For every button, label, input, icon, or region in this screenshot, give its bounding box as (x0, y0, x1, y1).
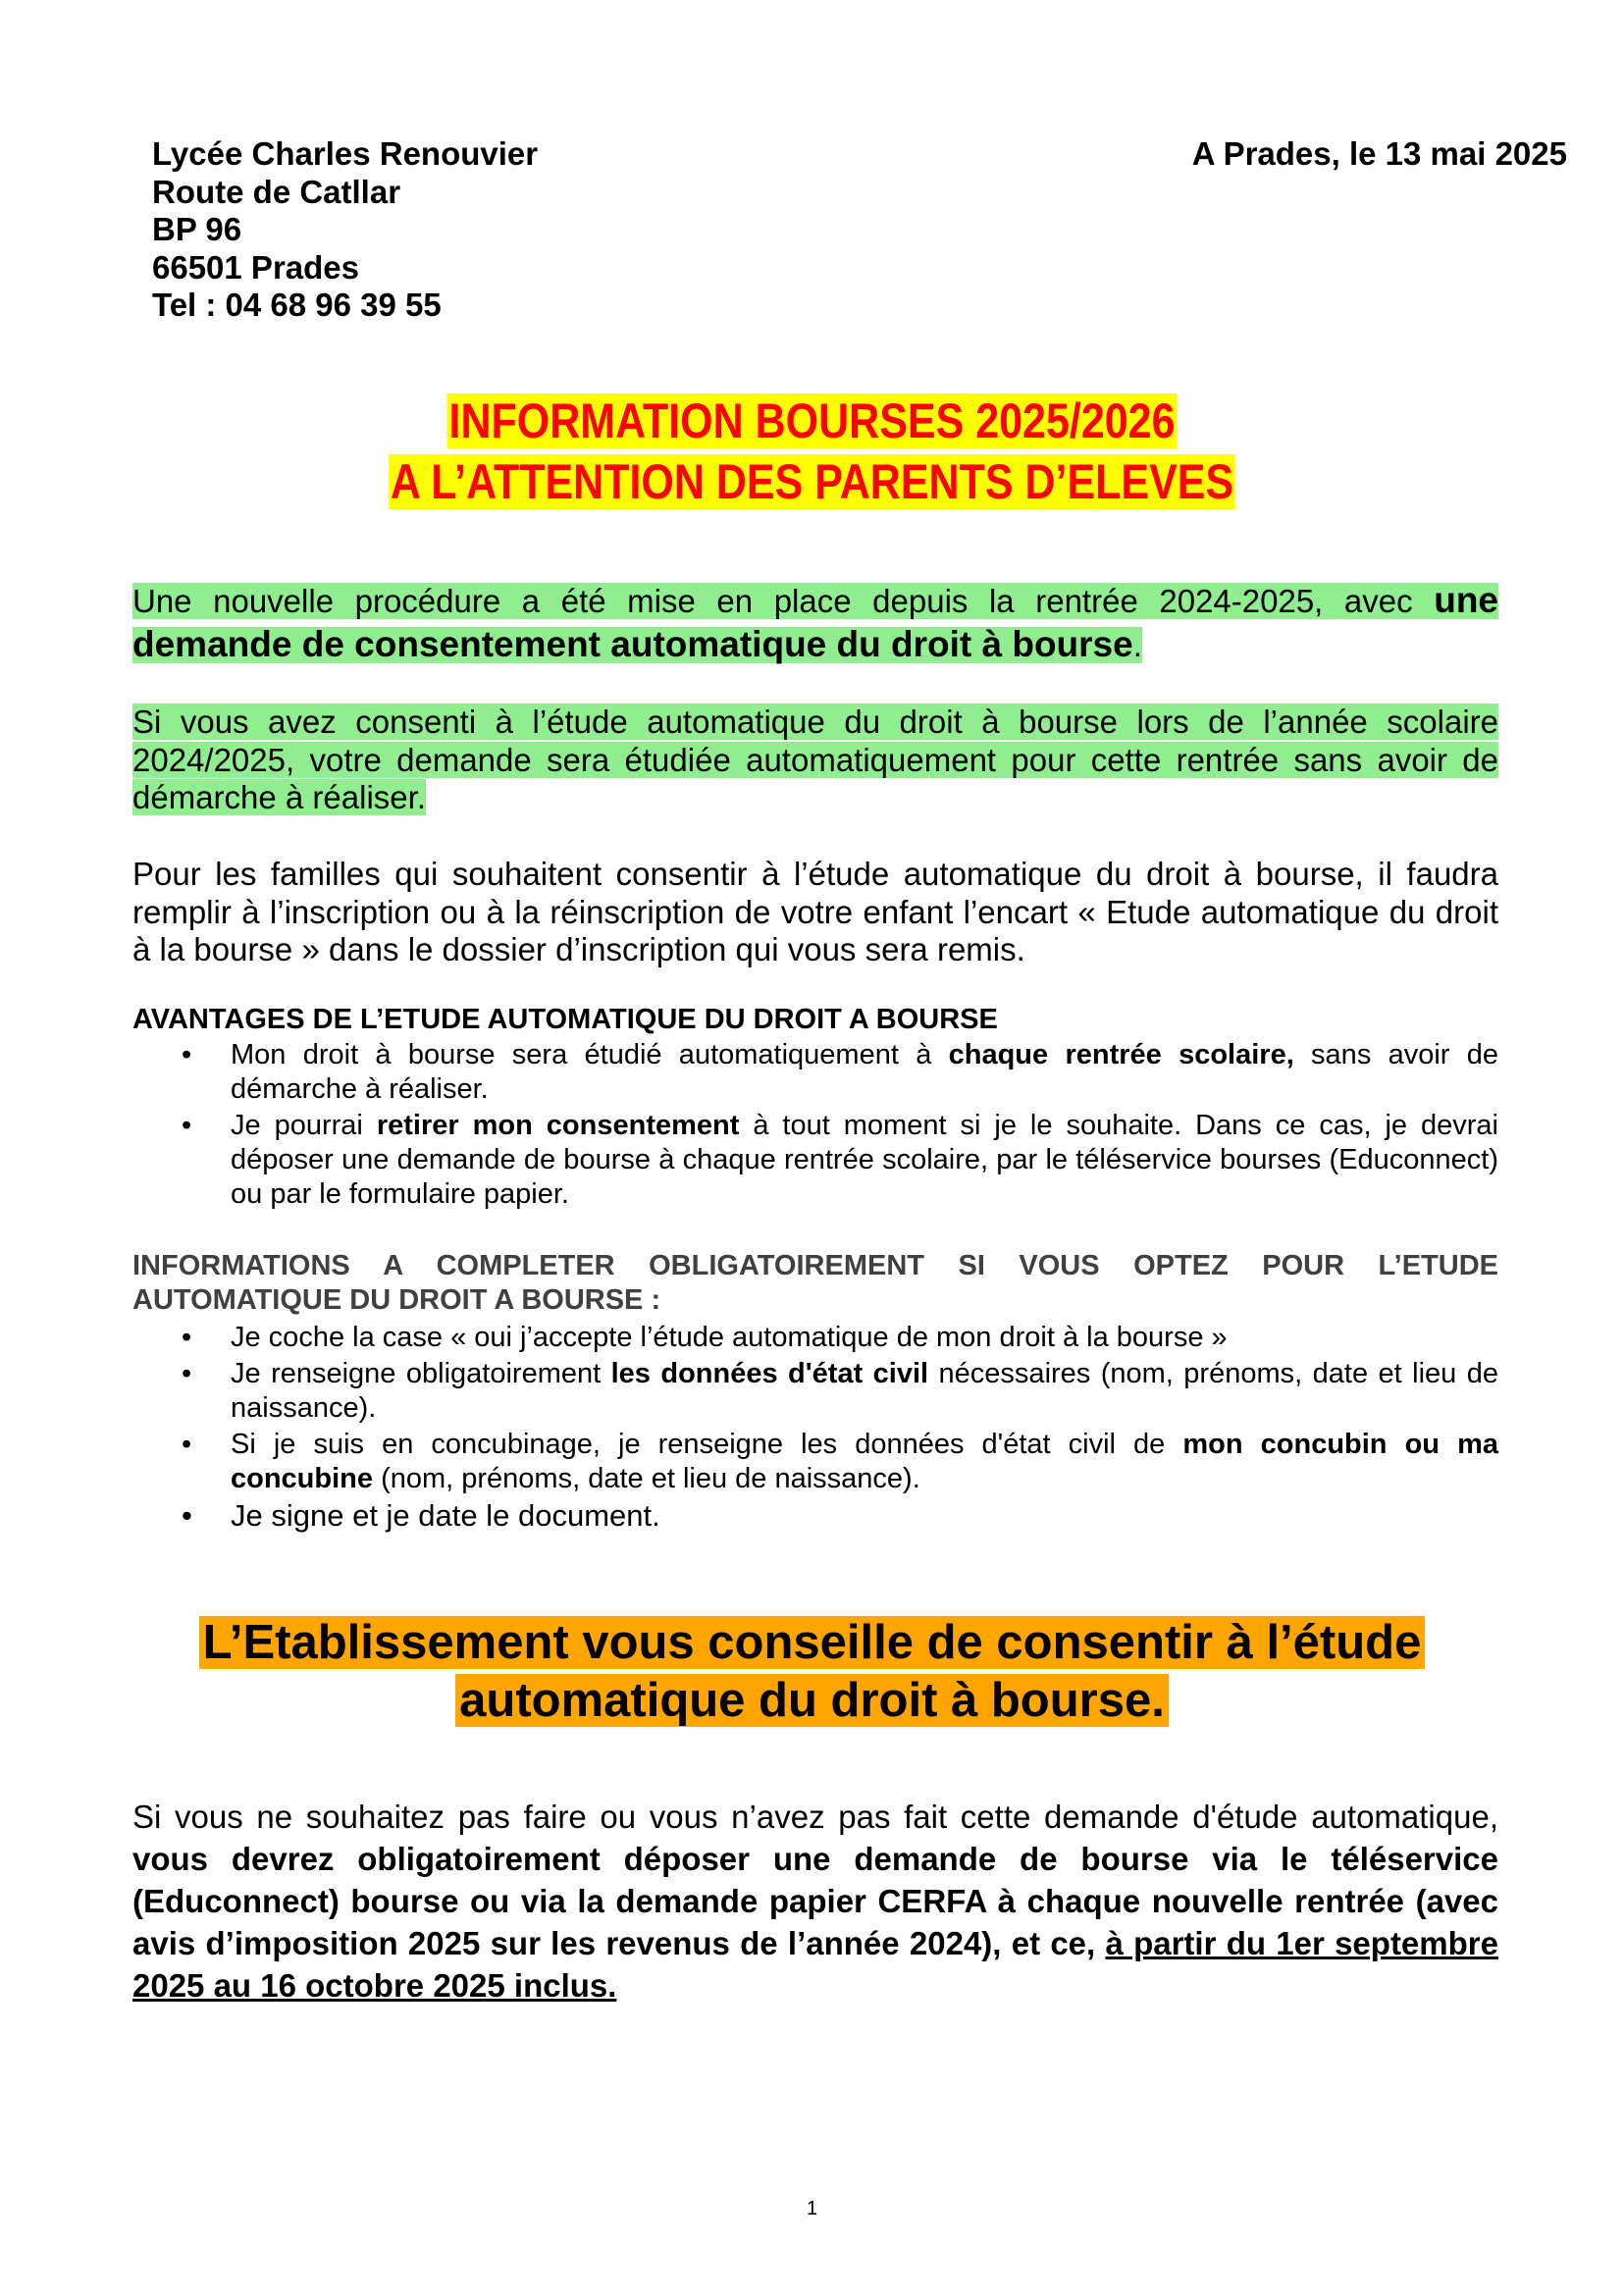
list-item: • Je renseigne obligatoirement les données d'état civil nécessaires (nom, prénoms, date et lieu de naissance). (182, 1358, 1498, 1424)
sender-name: Lycée Charles Renouvier (152, 135, 539, 172)
advice-line-1: L’Etablissement vous conseille de consentir à l’étude (199, 1616, 1426, 1669)
informations-list (132, 1321, 1498, 1535)
para1-bold: une demande de consentement automatique du droit à bourse (132, 580, 1498, 664)
bullet-icon: • (182, 1429, 192, 1460)
final-bold: vous devrez obligatoirement déposer une demande de bourse via le téléservice (Educonnect) bourse ou via la demande papier CERFA à chaque nouvelle rentrée (avec avis d’imposition 2025 sur les revenus de l’année 2024), et ce, (132, 1841, 1498, 1961)
list-item: • Je signe et je date le document. (182, 1498, 660, 1533)
para1-text: Une nouvelle procédure a été mise en place depuis la rentrée 2024-2025, avec (132, 583, 1435, 619)
para2-text: Si vous avez consenti à l’étude automatique du droit à bourse lors de l’année scolaire 2024/2025, votre demande sera étudiée automatiquement pour cette rentrée sans avoir de démarche à réaliser. (132, 704, 1498, 815)
page-number: 1 (806, 2198, 818, 2219)
list-item: • Je coche la case « oui j’accepte l’étude automatique de mon droit à la bourse » (182, 1322, 1228, 1353)
paragraph-mandatory-request (132, 1796, 1498, 2007)
para1-end: . (1132, 627, 1142, 663)
sender-city: 66501 Prades (152, 248, 360, 286)
bullet-icon: • (182, 1110, 192, 1141)
final-text: Si vous ne souhaitez pas faire ou vous n’avez pas fait cette demande d'étude automatique, (132, 1799, 1498, 1835)
paragraph-families: Pour les familles qui souhaitent consentir à l’étude automatique du droit à bourse, il faudra remplir à l’inscription ou à la réinscription de votre enfant l’encart « Etude automatique du droit à la bourse » dans le dossier d’inscription qui vous sera remis. (132, 856, 1498, 967)
sender-po-box: BP 96 (152, 211, 242, 247)
paragraph-consent-prior-year (132, 704, 1498, 817)
advantages-list (132, 1038, 1498, 1214)
paragraph-new-procedure (132, 579, 1498, 667)
document-title (114, 391, 1510, 512)
title-line-1: INFORMATION BOURSES 2025/2026 (448, 393, 1176, 448)
sender-street: Route de Catllar (152, 173, 401, 210)
informations-title: INFORMATIONS A COMPLETER OBLIGATOIREMENT SI VOUS OPTEZ POUR L’ETUDE AUTOMATIQUE DU DROIT A BOURSE : (132, 1250, 1498, 1316)
letter-date: A Prades, le 13 mai 2025 (1191, 135, 1567, 172)
advantages-title: AVANTAGES DE L’ETUDE AUTOMATIQUE DU DROIT A BOURSE (132, 1004, 998, 1035)
sender-phone: Tel : 04 68 96 39 55 (152, 287, 442, 323)
sender-address (152, 135, 538, 325)
list-item: • Si je suis en concubinage, je renseigne les données d'état civil de mon concubin ou ma concubine (nom, prénoms, date et lieu de naissance). (182, 1429, 1498, 1494)
list-item: • Je pourrai retirer mon consentement à tout moment si je le souhaite. Dans ce cas, je devrai déposer une demande de bourse à chaque rentrée scolaire, par le téléservice bourses (Educonnect) ou par le formulaire papier. (182, 1110, 1499, 1210)
final-deadline: à partir du 1er septembre 2025 au 16 octobre 2025 inclus. (132, 1925, 1498, 2004)
bullet-icon: • (182, 1322, 192, 1353)
list-item: • Mon droit à bourse sera étudié automatiquement à chaque rentrée scolaire, sans avoir de démarche à réaliser. (182, 1039, 1499, 1105)
bullet-icon: • (182, 1358, 192, 1389)
advice-line-2: automatique du droit à bourse. (455, 1674, 1169, 1727)
title-line-2: A L’ATTENTION DES PARENTS D’ELEVES (390, 454, 1234, 509)
bullet-icon: • (182, 1039, 192, 1070)
advice-banner (0, 1614, 1624, 1730)
bullet-icon: • (182, 1498, 192, 1533)
